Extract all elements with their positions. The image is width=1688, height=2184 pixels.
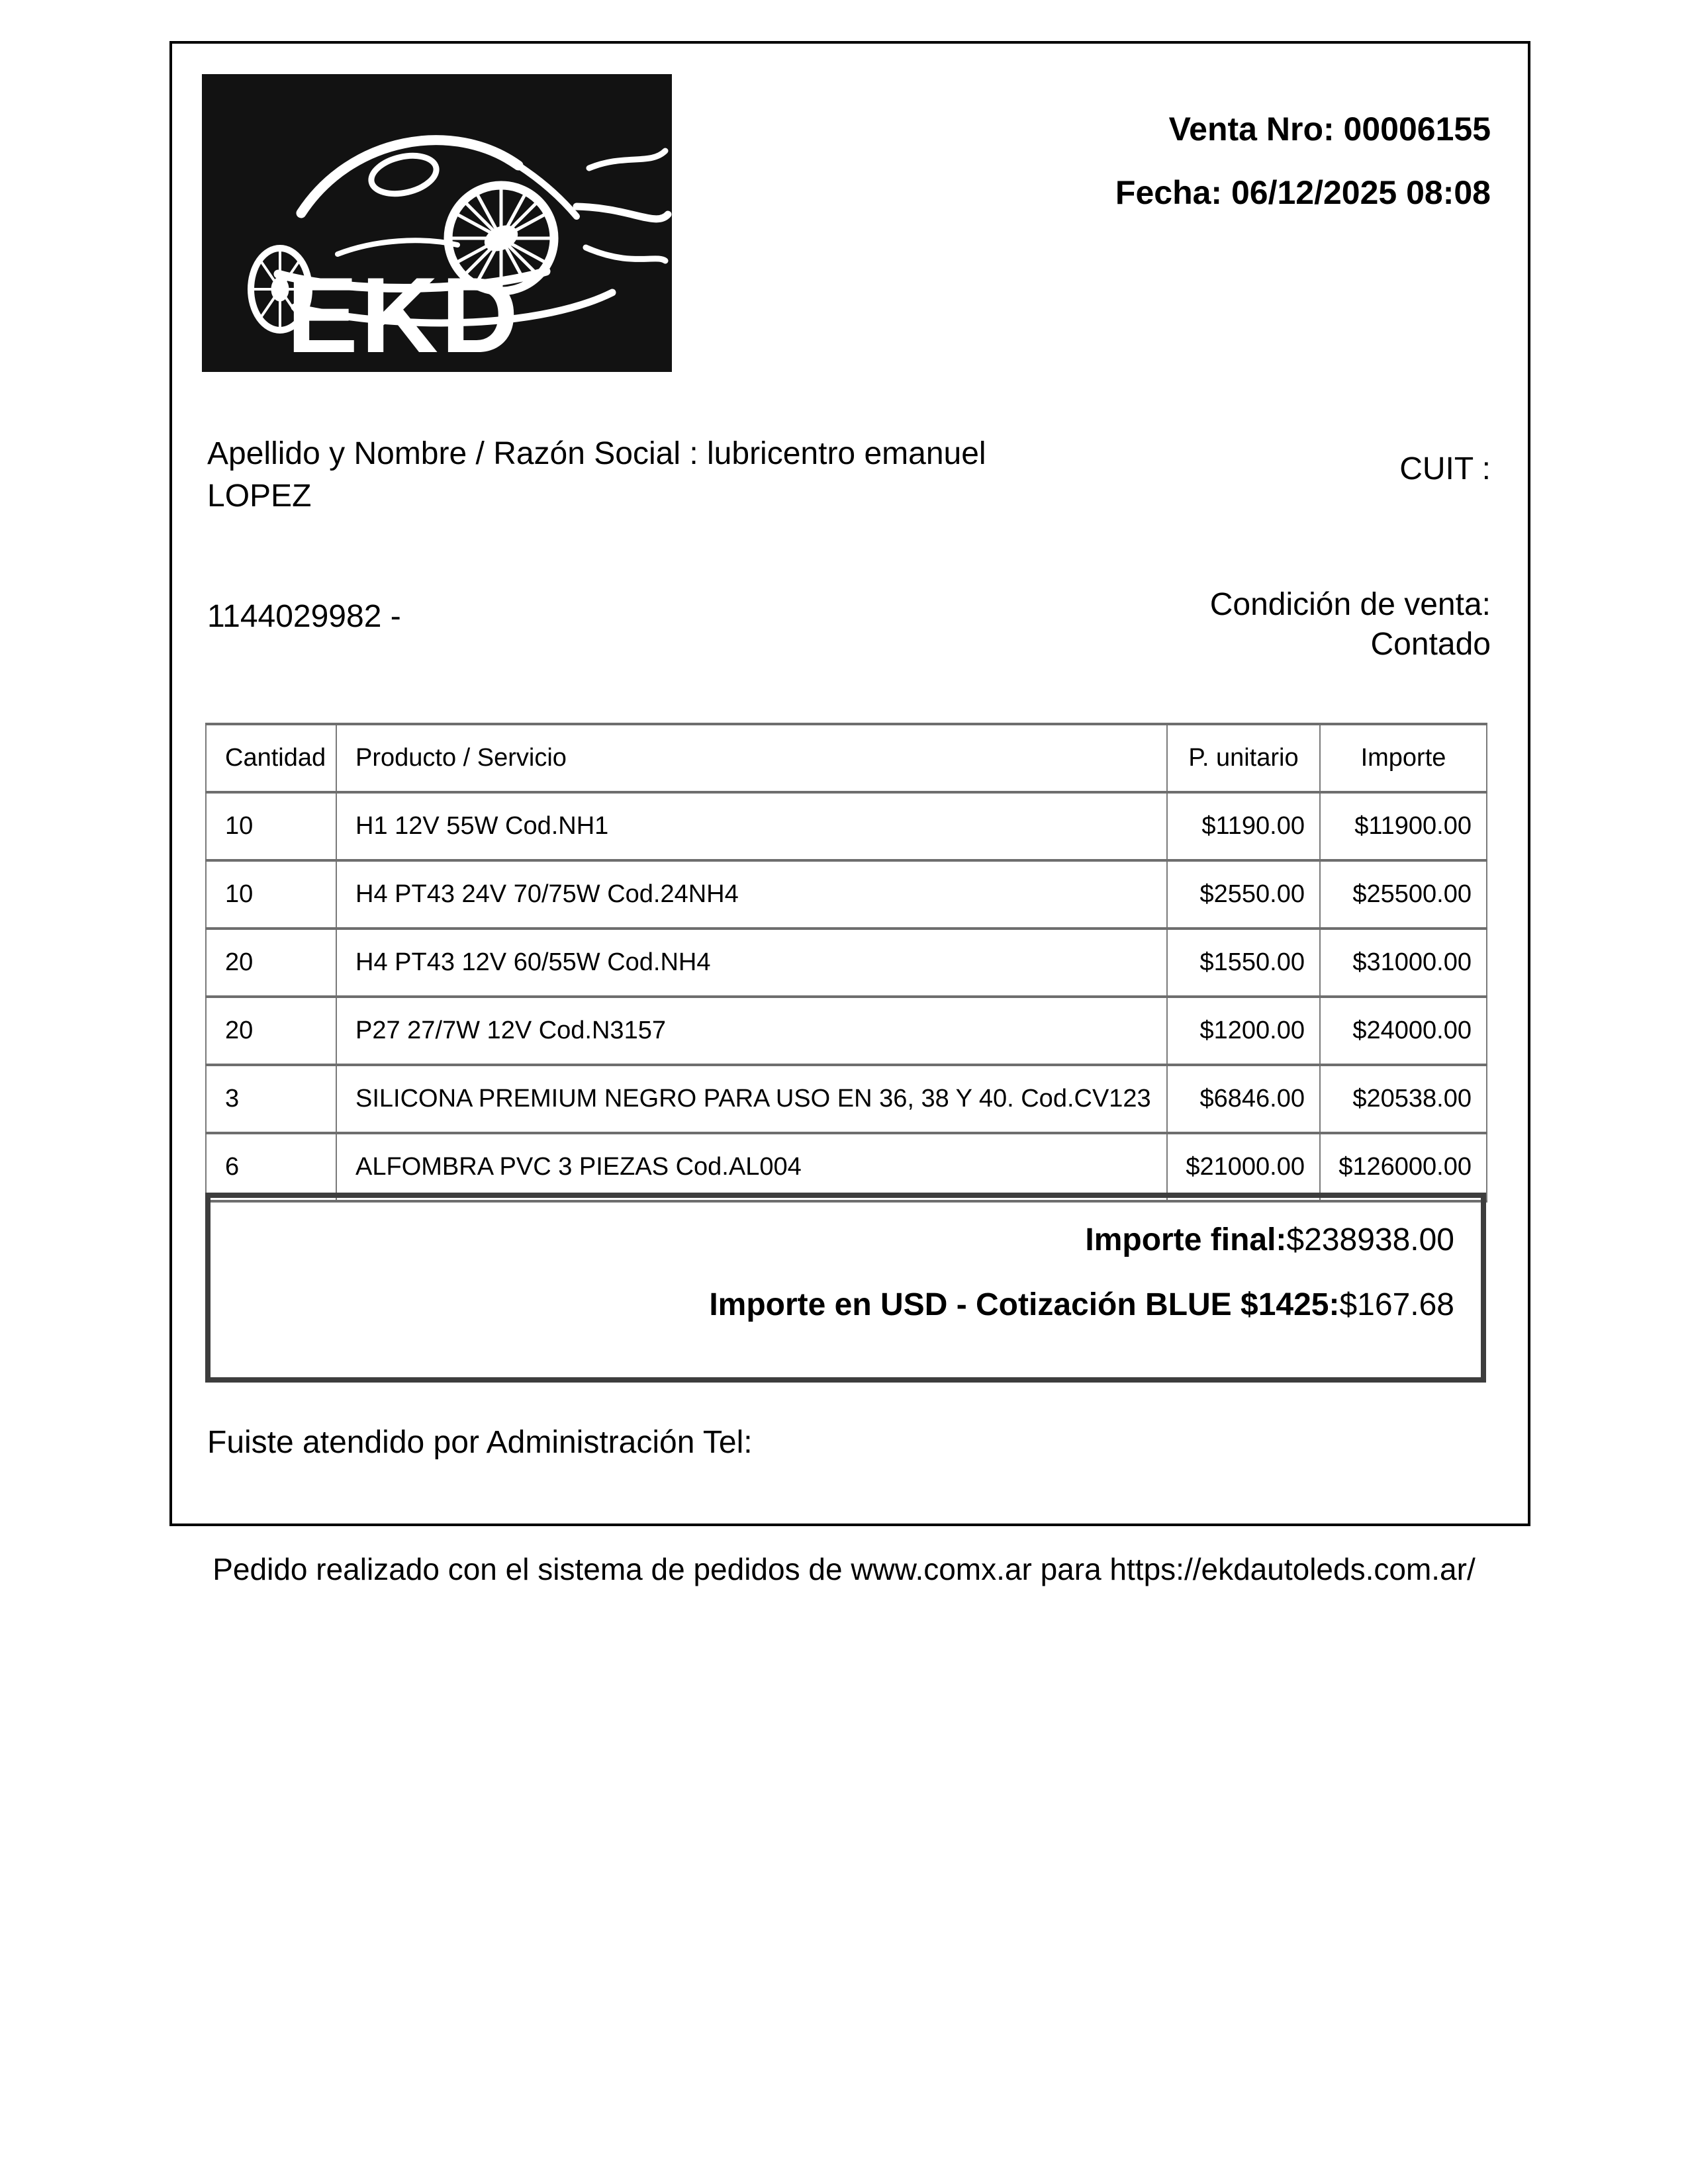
logo-text: EKD xyxy=(287,255,522,372)
col-header-cantidad: Cantidad xyxy=(206,724,336,792)
totals-box xyxy=(205,1193,1486,1383)
cell-producto: H1 12V 55W Cod.NH1 xyxy=(336,792,1167,860)
total-final-value: $238938.00 xyxy=(1286,1222,1454,1257)
col-header-p-unitario: P. unitario xyxy=(1167,724,1320,792)
cell-producto: H4 PT43 12V 60/55W Cod.NH4 xyxy=(336,929,1167,997)
table-row xyxy=(206,1133,1487,1201)
table-row xyxy=(206,929,1487,997)
cell-cantidad: 10 xyxy=(206,792,336,860)
cell-p-unitario: $1200.00 xyxy=(1167,997,1320,1065)
attended-by: Fuiste atendido por Administración Tel: xyxy=(207,1425,753,1460)
company-logo xyxy=(202,74,672,372)
cell-importe: $20538.00 xyxy=(1320,1065,1487,1133)
table-header-row xyxy=(206,724,1487,792)
col-header-importe: Importe xyxy=(1320,724,1487,792)
sale-condition xyxy=(1210,585,1491,664)
cell-cantidad: 20 xyxy=(206,997,336,1065)
cell-producto: P27 27/7W 12V Cod.N3157 xyxy=(336,997,1167,1065)
invoice-page xyxy=(169,41,1530,1526)
items-body xyxy=(206,792,1487,1201)
sale-condition-value: Contado xyxy=(1370,627,1491,662)
total-final-line xyxy=(1085,1222,1454,1258)
table-row xyxy=(206,1065,1487,1133)
customer-name: Apellido y Nombre / Razón Social : lubricentro emanuel LOPEZ xyxy=(207,436,986,514)
total-usd-value: $167.68 xyxy=(1339,1287,1454,1322)
table-row xyxy=(206,792,1487,860)
cell-producto: ALFOMBRA PVC 3 PIEZAS Cod.AL004 xyxy=(336,1133,1167,1201)
cell-cantidad: 3 xyxy=(206,1065,336,1133)
cell-producto: SILICONA PREMIUM NEGRO PARA USO EN 36, 38 Y 40. Cod.CV123 xyxy=(336,1065,1167,1133)
cell-p-unitario: $1190.00 xyxy=(1167,792,1320,860)
cell-cantidad: 20 xyxy=(206,929,336,997)
table-row xyxy=(206,860,1487,929)
system-footer: Pedido realizado con el sistema de pedidos de www.comx.ar para https://ekdautoleds.com.ar/ xyxy=(212,1552,1476,1586)
cuit-label: CUIT : xyxy=(1399,451,1491,486)
cell-importe: $24000.00 xyxy=(1320,997,1487,1065)
cell-importe: $126000.00 xyxy=(1320,1133,1487,1201)
cell-importe: $25500.00 xyxy=(1320,860,1487,929)
total-final-label: Importe final: xyxy=(1085,1222,1287,1257)
cell-cantidad: 6 xyxy=(206,1133,336,1201)
items-table xyxy=(205,723,1487,1203)
cell-cantidad: 10 xyxy=(206,860,336,929)
cell-importe: $11900.00 xyxy=(1320,792,1487,860)
cell-producto: H4 PT43 24V 70/75W Cod.24NH4 xyxy=(336,860,1167,929)
cell-p-unitario: $1550.00 xyxy=(1167,929,1320,997)
car-logo-graphic xyxy=(202,74,672,372)
cell-p-unitario: $21000.00 xyxy=(1167,1133,1320,1201)
sale-condition-label: Condición de venta: xyxy=(1209,587,1491,622)
sale-date: Fecha: 06/12/2025 08:08 xyxy=(1115,174,1491,211)
cell-importe: $31000.00 xyxy=(1320,929,1487,997)
total-usd-label: Importe en USD - Cotización BLUE $1425: xyxy=(709,1287,1340,1322)
total-usd-line xyxy=(709,1287,1454,1323)
customer-phone: 1144029982 - xyxy=(207,599,401,634)
sale-number: Venta Nro: 00006155 xyxy=(1168,111,1491,148)
cell-p-unitario: $6846.00 xyxy=(1167,1065,1320,1133)
table-row xyxy=(206,997,1487,1065)
col-header-producto: Producto / Servicio xyxy=(336,724,1167,792)
cell-p-unitario: $2550.00 xyxy=(1167,860,1320,929)
